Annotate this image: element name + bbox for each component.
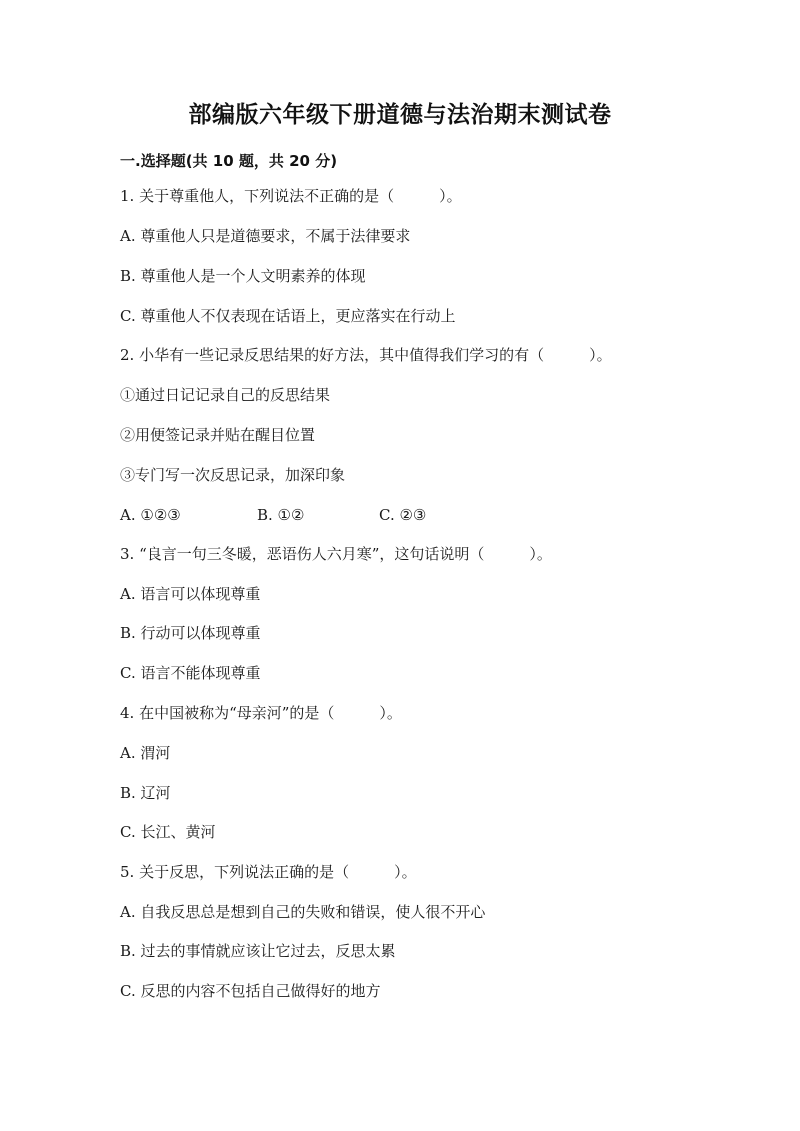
question-1-option-a: A. 尊重他人只是道德要求，不属于法律要求 bbox=[120, 227, 411, 245]
question-5-stem: 5. 关于反思，下列说法正确的是（ ）。 bbox=[120, 863, 417, 881]
page-title: 部编版六年级下册道德与法治期末测试卷 bbox=[188, 102, 612, 128]
question-4-option-a: A. 渭河 bbox=[120, 744, 171, 762]
question-3-option-b: B. 行动可以体现尊重 bbox=[120, 624, 261, 642]
question-1-stem: 1. 关于尊重他人，下列说法不正确的是（ ）。 bbox=[120, 187, 462, 205]
question-2-item-2: ②用便签记录并贴在醒目位置 bbox=[120, 426, 316, 444]
question-5-option-b: B. 过去的事情就应该让它过去，反思太累 bbox=[120, 942, 396, 960]
question-2-item-3: ③专门写一次反思记录，加深印象 bbox=[120, 466, 346, 484]
question-2-options-row bbox=[120, 505, 520, 525]
question-2-option-a: A. ①②③ bbox=[120, 506, 181, 524]
question-1-option-b: B. 尊重他人是一个人文明素养的体现 bbox=[120, 267, 366, 285]
question-1-option-c: C. 尊重他人不仅表现在话语上，更应落实在行动上 bbox=[120, 307, 456, 325]
question-3-stem: 3. “良言一句三冬暖，恶语伤人六月寒”，这句话说明（ ）。 bbox=[120, 545, 552, 563]
question-5-option-a: A. 自我反思总是想到自己的失败和错误，使人很不开心 bbox=[120, 903, 486, 921]
question-5-option-c: C. 反思的内容不包括自己做得好的地方 bbox=[120, 982, 381, 1000]
question-2-item-1: ①通过日记记录自己的反思结果 bbox=[120, 386, 331, 404]
question-4-option-c: C. 长江、黄河 bbox=[120, 823, 216, 841]
question-4-option-b: B. 辽河 bbox=[120, 784, 171, 802]
question-3-option-c: C. 语言不能体现尊重 bbox=[120, 664, 261, 682]
question-3-option-a: A. 语言可以体现尊重 bbox=[120, 585, 261, 603]
question-2-option-b: B. ①② bbox=[257, 506, 305, 524]
question-2-option-c: C. ②③ bbox=[379, 506, 427, 524]
section-heading: 一.选择题(共 10 题，共 20 分) bbox=[120, 152, 338, 170]
question-2-stem: 2. 小华有一些记录反思结果的好方法，其中值得我们学习的有（ ）。 bbox=[120, 346, 612, 364]
question-4-stem: 4. 在中国被称为“母亲河”的是（ ）。 bbox=[120, 704, 402, 722]
